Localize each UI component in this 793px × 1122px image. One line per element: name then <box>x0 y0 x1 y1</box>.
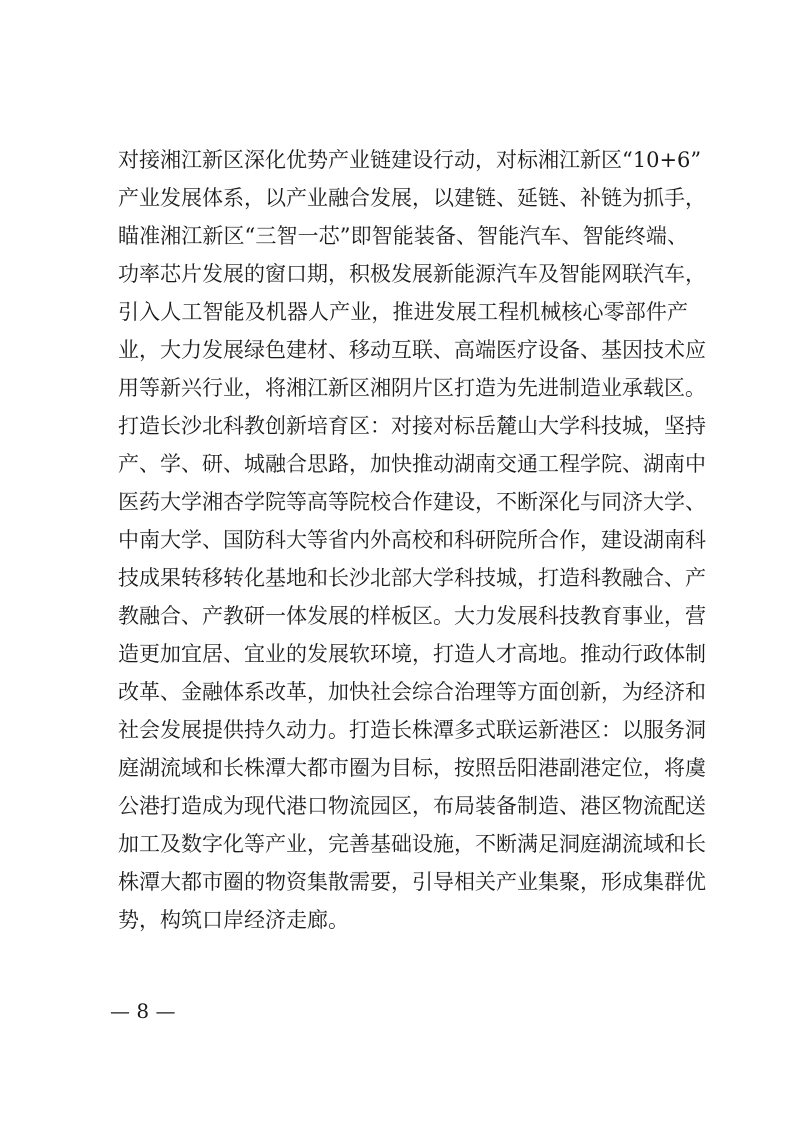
body-text-line: 功率芯片发展的窗口期，积极发展新能源汽车及智能网联汽车， <box>118 262 706 286</box>
body-text-line: 用等新兴行业，将湘江新区湘阴片区打造为先进制造业承载区。 <box>118 376 706 400</box>
body-text-line: 庭湖流域和长株潭大都市圈为目标，按照岳阳港副港定位，将虞 <box>118 756 706 780</box>
body-text-line: 技成果转移转化基地和长沙北部大学科技城，打造科教融合、产 <box>118 566 706 590</box>
body-text-line: 业，大力发展绿色建材、移动互联、高端医疗设备、基因技术应 <box>118 338 706 362</box>
body-text-line: 打造长沙北科教创新培育区：对接对标岳麓山大学科技城，坚持 <box>118 414 706 438</box>
body-text-line: 对接湘江新区深化优势产业链建设行动，对标湘江新区“10+6” <box>118 148 702 172</box>
body-text-line: 势，构筑口岸经济走廊。 <box>118 908 349 932</box>
body-text-line: 瞄准湘江新区“三智一芯”即智能装备、智能汽车、智能终端、 <box>118 224 688 248</box>
body-text-line: 造更加宜居、宜业的发展软环境，打造人才高地。推动行政体制 <box>118 642 706 666</box>
body-text-line: 加工及数字化等产业，完善基础设施，不断满足洞庭湖流域和长 <box>118 832 706 856</box>
body-text-line: 株潭大都市圈的物资集散需要，引导相关产业集聚，形成集群优 <box>118 870 706 894</box>
page-number: — 8 — <box>110 999 176 1023</box>
body-text-line: 产、学、研、城融合思路，加快推动湖南交通工程学院、湖南中 <box>118 452 706 476</box>
body-text-line: 医药大学湘杏学院等高等院校合作建设，不断深化与同济大学、 <box>118 490 706 514</box>
body-text-line: 产业发展体系，以产业融合发展，以建链、延链、补链为抓手， <box>118 186 706 210</box>
body-text-line: 社会发展提供持久动力。打造长株潭多式联运新港区：以服务洞 <box>118 718 706 742</box>
body-text-line: 中南大学、国防科大等省内外高校和科研院所合作，建设湖南科 <box>118 528 706 552</box>
body-text-line: 公港打造成为现代港口物流园区，布局装备制造、港区物流配送 <box>118 794 706 818</box>
body-text-line: 教融合、产教研一体发展的样板区。大力发展科技教育事业，营 <box>118 604 706 628</box>
body-text-line: 改革、金融体系改革，加快社会综合治理等方面创新，为经济和 <box>118 680 706 704</box>
body-text-line: 引入人工智能及机器人产业，推进发展工程机械核心零部件产 <box>118 300 688 324</box>
